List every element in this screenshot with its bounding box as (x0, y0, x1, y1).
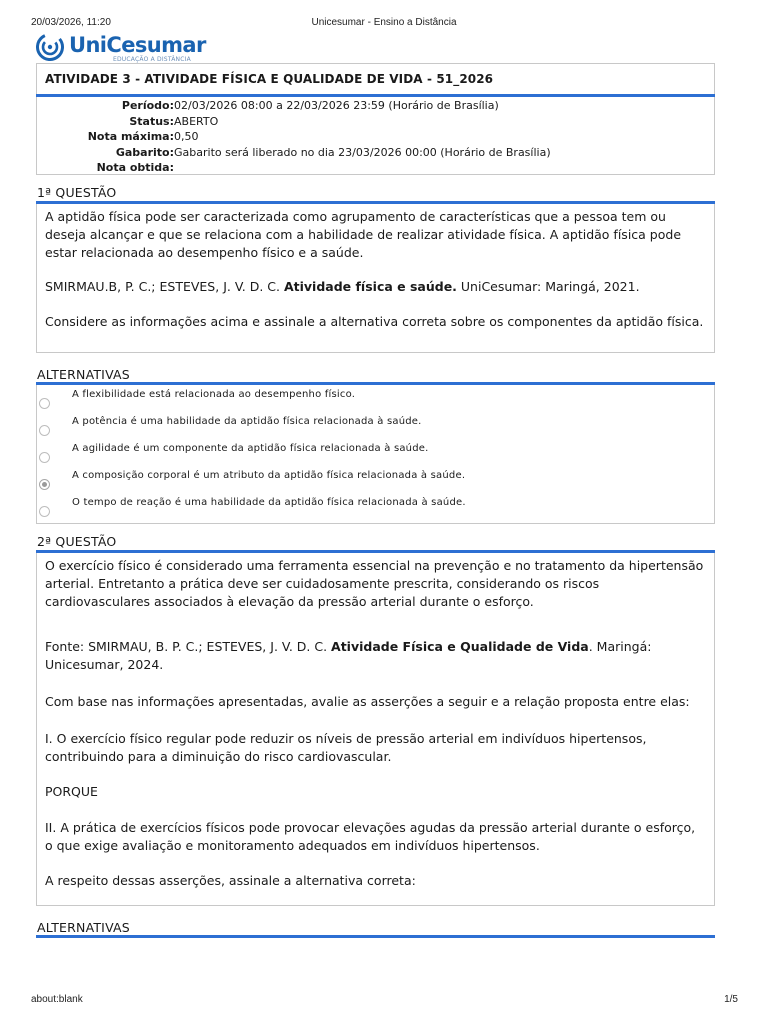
print-datetime: 20/03/2026, 11:20 (31, 17, 111, 28)
alternative-e[interactable] (37, 496, 714, 523)
reference-publisher: . Maringá: Unicesumar, 2024. (45, 639, 652, 672)
alternative-d[interactable] (37, 469, 714, 496)
alternatives-1-list (36, 385, 715, 524)
alternative-label[interactable]: O tempo de reação é uma habilidade da aptidão física relacionada à saúde. (72, 497, 466, 508)
detail-row-nota-obtida (37, 160, 714, 176)
detail-label: Gabarito: (115, 145, 174, 159)
alternative-label[interactable]: A potência é uma habilidade da aptidão física relacionada à saúde. (72, 416, 422, 427)
question-1-box (36, 204, 715, 353)
activity-info-box (36, 63, 715, 175)
logo-brand-rest: Cesumar (106, 33, 206, 57)
detail-value: 02/03/2026 08:00 a 22/03/2026 23:59 (Horário de Brasília) (174, 99, 499, 112)
question-1-reference (45, 278, 705, 296)
radio-button[interactable] (39, 452, 50, 463)
question-2-box (36, 553, 715, 906)
reference-title: Atividade Física e Qualidade de Vida (331, 639, 589, 654)
alternative-label[interactable]: A composição corporal é um atributo da aptidão física relacionada à saúde. (72, 470, 466, 481)
question-2-reference (45, 638, 705, 674)
detail-value: ABERTO (174, 114, 219, 128)
alternatives-2-heading: ALTERNATIVAS (37, 920, 130, 935)
alternative-label[interactable]: A flexibilidade está relacionada ao desempenho físico. (72, 389, 356, 400)
detail-label: Status: (129, 114, 174, 128)
accent-bar (36, 94, 715, 97)
reference-publisher: UniCesumar: Maringá, 2021. (456, 279, 640, 294)
question-1-instruction: Considere as informações acima e assinale a alternativa correta sobre os componentes da aptidão física. (45, 314, 704, 329)
activity-details (37, 98, 714, 176)
activity-title: ATIVIDADE 3 - ATIVIDADE FÍSICA E QUALIDADE DE VIDA - 51_2026 (45, 72, 494, 86)
logo-brand-uni: Uni (69, 33, 107, 57)
alternatives-1-heading: ALTERNATIVAS (37, 367, 130, 382)
detail-row-periodo (37, 98, 714, 114)
assertion-1: I. O exercício físico regular pode reduzir os níveis de pressão arterial em indivíduos hipertensos, contribuindo para a diminuição do risco cardiovascular. (45, 731, 647, 764)
print-header (0, 17, 768, 31)
unicesumar-logo-icon (36, 33, 66, 61)
assertion-2: II. A prática de exercícios físicos pode provocar elevações agudas da pressão arterial durante o esforço, o que exige avaliação e monitoramento adequados em indivíduos hipertensos. (45, 820, 696, 853)
radio-button[interactable] (39, 506, 50, 517)
logo-brand-text (69, 32, 206, 58)
accent-bar (36, 935, 715, 938)
detail-value: 0,50 (174, 130, 199, 143)
detail-value: Gabarito será liberado no dia 23/03/2026 00:00 (Horário de Brasília) (174, 145, 551, 159)
alternative-a[interactable] (37, 388, 714, 415)
reference-authors: SMIRMAU.B, P. C.; ESTEVES, J. V. D. C. (45, 279, 284, 294)
unicesumar-logo (36, 32, 206, 63)
question-2-prompt: Com base nas informações apresentadas, avalie as asserções a seguir e a relação proposta entre elas: (45, 694, 690, 709)
detail-row-status (37, 114, 714, 130)
logo-tagline: EDUCAÇÃO A DISTÂNCIA (113, 56, 191, 63)
alternative-c[interactable] (37, 442, 714, 469)
print-page-number: 1/5 (724, 994, 738, 1005)
print-url: about:blank (31, 994, 83, 1005)
question-2-statement: O exercício físico é considerado uma ferramenta essencial na prevenção e no tratamento da hipertensão arterial. Entretanto a prática deve ser cuidadosamente prescrita, considerando os riscos cardiovasculares associados à elevação da pressão arterial durante o esforço. (45, 558, 704, 609)
reference-title: Atividade física e saúde. (283, 279, 457, 294)
detail-row-gabarito (37, 145, 714, 161)
detail-label: Nota máxima: (87, 130, 174, 143)
detail-label: Período: (121, 99, 174, 112)
question-1-statement: A aptidão física pode ser caracterizada como agrupamento de características que a pessoa tem ou deseja alcançar e que se relaciona com a habilidade de realizar atividade física. A aptidão física pode estar relacionada ao desempenho físico e a saúde. (45, 209, 682, 260)
detail-label: Nota obtida: (96, 161, 174, 174)
detail-row-nota-maxima (37, 129, 714, 145)
radio-button[interactable] (39, 398, 50, 409)
radio-button[interactable] (39, 425, 50, 436)
radio-button-selected[interactable] (39, 479, 50, 490)
alternative-label[interactable]: A agilidade é um componente da aptidão física relacionada à saúde. (72, 443, 429, 454)
question-2-heading: 2ª QUESTÃO (37, 534, 117, 549)
print-footer (0, 994, 768, 1008)
assertion-connector: PORQUE (45, 784, 98, 799)
alternative-b[interactable] (37, 415, 714, 442)
question-2-instruction: A respeito dessas asserções, assinale a alternativa correta: (45, 873, 416, 888)
reference-authors: Fonte: SMIRMAU, B. P. C.; ESTEVES, J. V. D. C. (45, 639, 332, 654)
print-page-title: Unicesumar - Ensino a Distância (311, 17, 457, 28)
question-1-heading: 1ª QUESTÃO (37, 185, 117, 200)
